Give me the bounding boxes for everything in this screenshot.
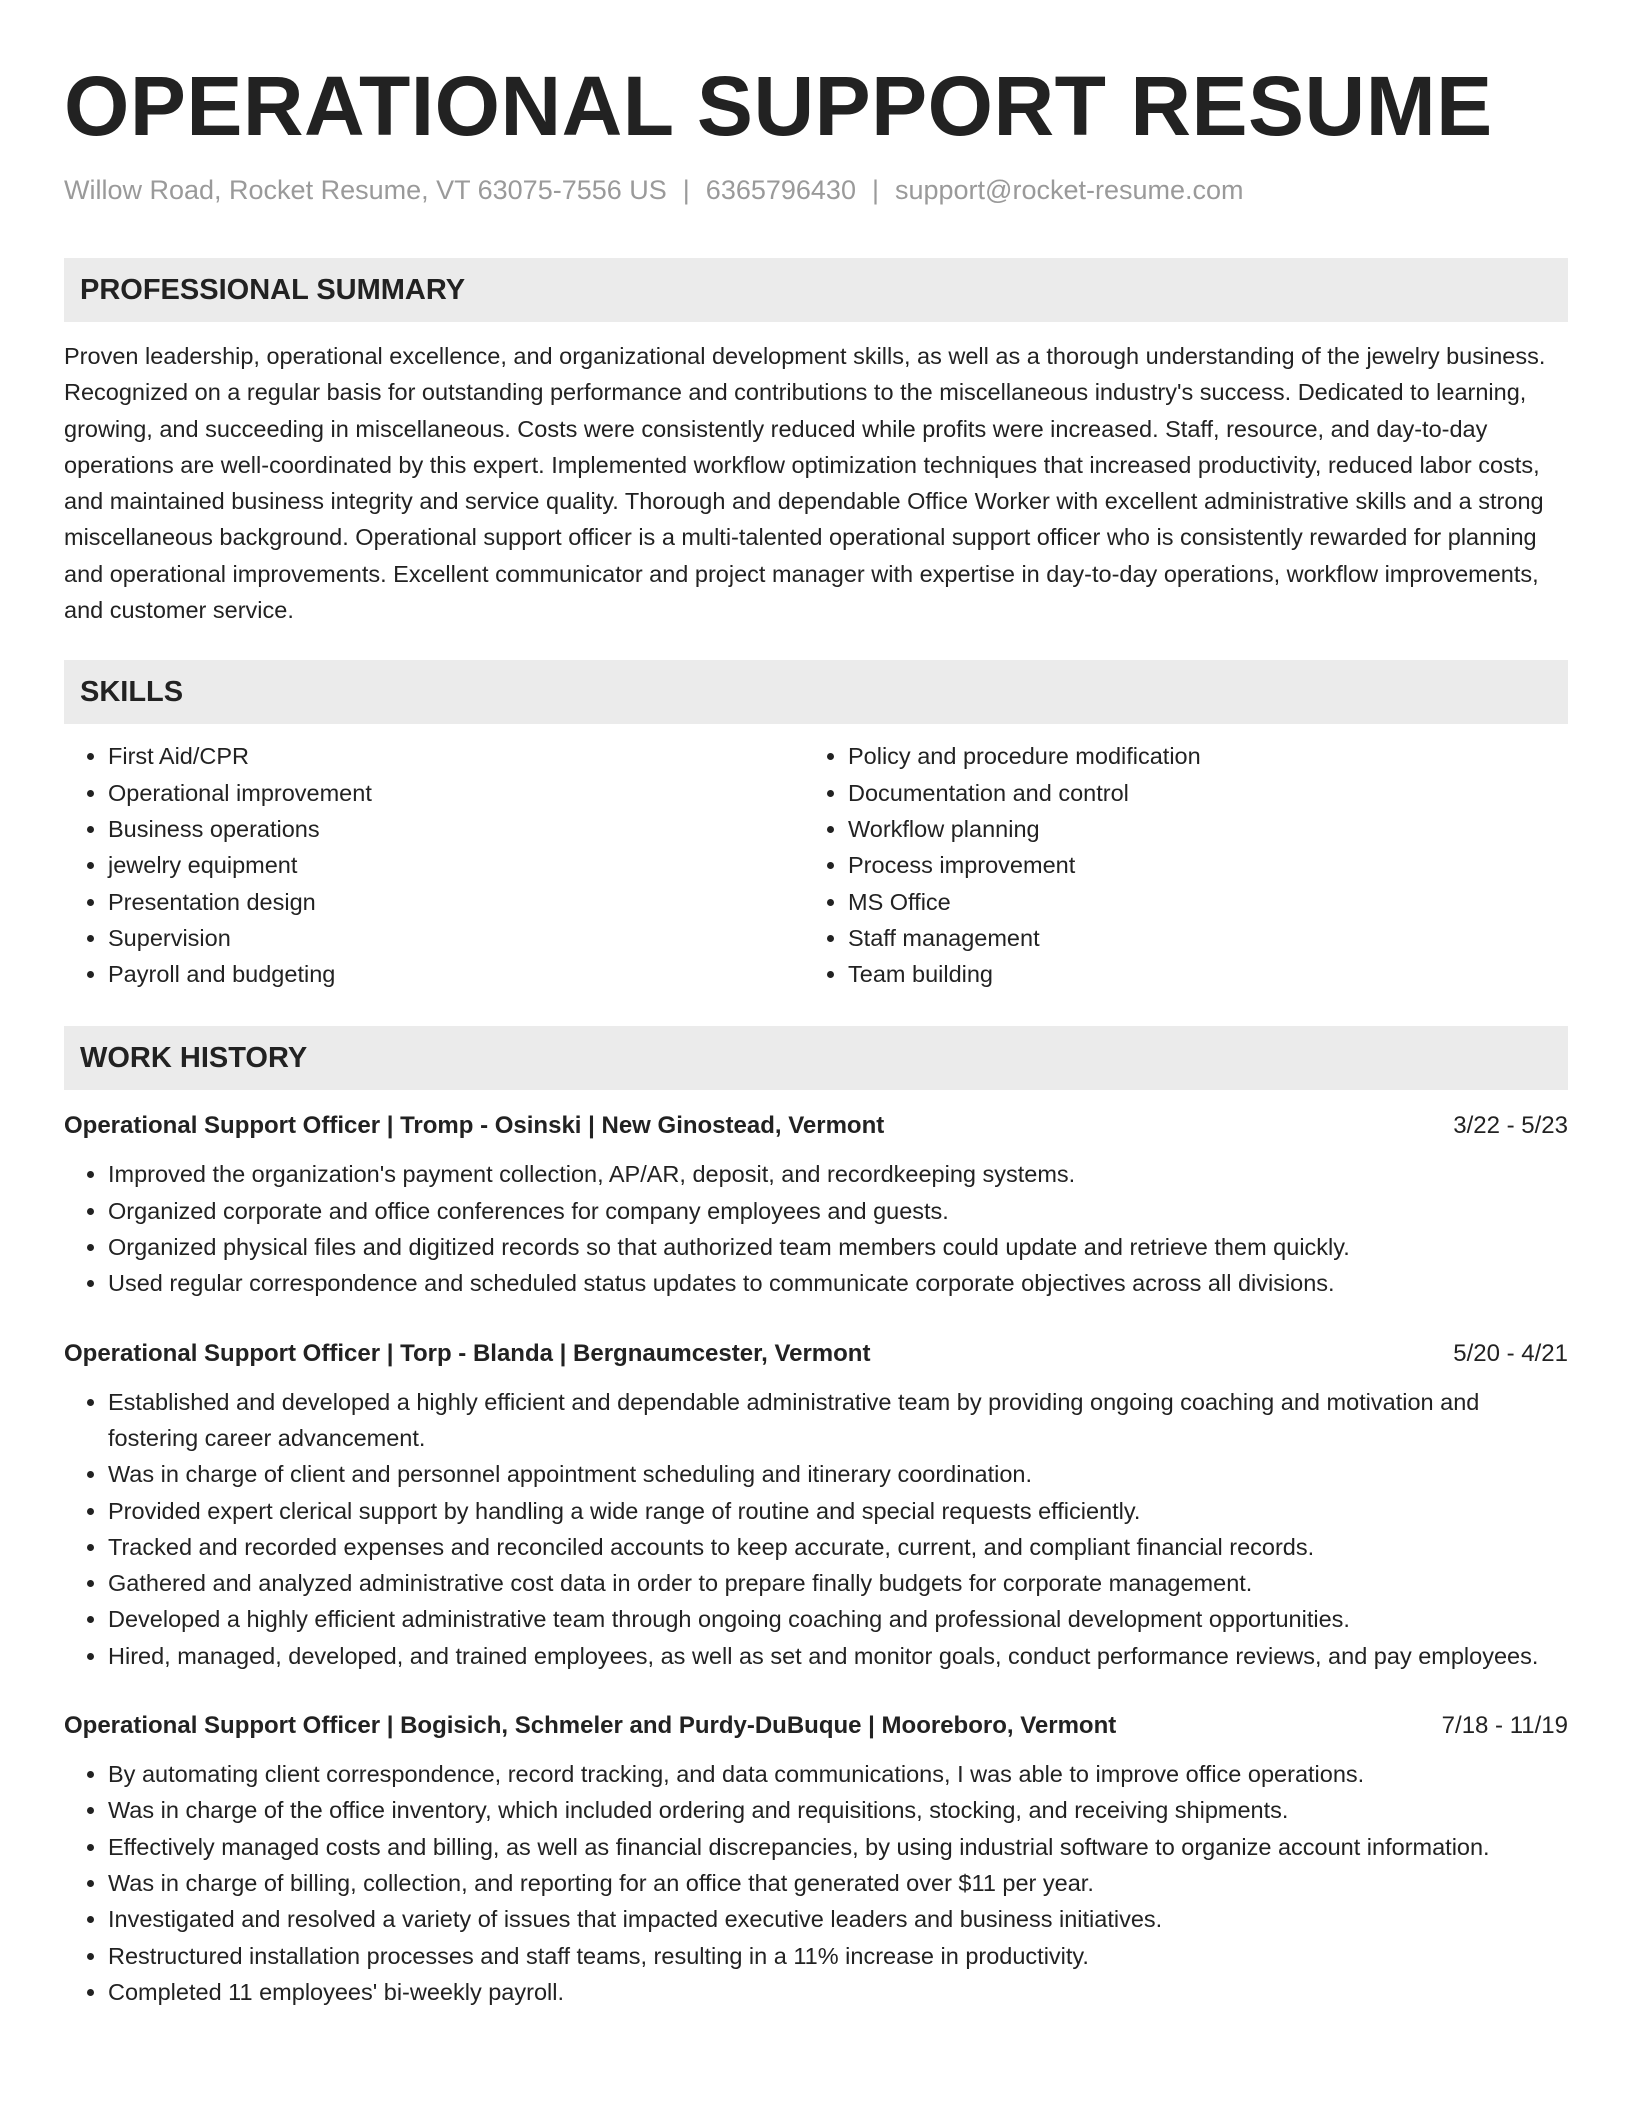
skills-list <box>64 738 1568 992</box>
job-dates: 7/18 - 11/19 <box>1441 1712 1568 1740</box>
skills-column-right <box>804 738 1564 992</box>
skill-item: • First Aid/CPR <box>108 738 804 774</box>
skills-heading: SKILLS <box>64 660 1568 724</box>
job-bullet: • Was in charge of the office inventory, which included ordering and requisitions, stocking, and receiving shipments. <box>108 1792 1568 1828</box>
skill-item: • MS Office <box>848 884 1564 920</box>
job-bullet: • Gathered and analyzed administrative cost data in order to prepare finally budgets for corporate management. <box>108 1565 1568 1601</box>
job-bullet: • Organized corporate and office conferences for company employees and guests. <box>108 1193 1568 1229</box>
job-bullet: • Hired, managed, developed, and trained employees, as well as set and monitor goals, conduct performance reviews, and pay employees. <box>108 1638 1568 1674</box>
skill-item: • Business operations <box>108 811 804 847</box>
contact-separator: | <box>871 175 879 205</box>
job-bullet: • Was in charge of client and personnel appointment scheduling and itinerary coordination. <box>108 1456 1568 1492</box>
job-bullet: • Organized physical files and digitized records so that authorized team members could update and retrieve them quickly. <box>108 1229 1568 1265</box>
job-bullet: • Used regular correspondence and scheduled status updates to communicate corporate objectives across all divisions. <box>108 1265 1568 1301</box>
skill-item: • Payroll and budgeting <box>108 956 804 992</box>
job-entry <box>64 1336 1568 1674</box>
job-bullet: • Developed a highly efficient administrative team through ongoing coaching and professional development opportunities. <box>108 1601 1568 1637</box>
job-entry <box>64 1108 1568 1301</box>
job-bullet: • Improved the organization's payment collection, AP/AR, deposit, and recordkeeping systems. <box>108 1156 1568 1192</box>
job-bullet: • Tracked and recorded expenses and reconciled accounts to keep accurate, current, and compliant financial records. <box>108 1529 1568 1565</box>
contact-line <box>64 172 1568 208</box>
resume-title: OPERATIONAL SUPPORT RESUME <box>64 59 1493 153</box>
skill-item: • Team building <box>848 956 1564 992</box>
job-dates: 3/22 - 5/23 <box>1453 1112 1568 1140</box>
contact-address: Willow Road, Rocket Resume, VT 63075-7556 US <box>64 175 667 205</box>
skill-item: • Documentation and control <box>848 775 1564 811</box>
job-title: Operational Support Officer | Torp - Blanda | Bergnaumcester, Vermont <box>64 1339 871 1367</box>
skills-column-left <box>64 738 804 992</box>
job-bullet: • Restructured installation processes and staff teams, resulting in a 11% increase in productivity. <box>108 1938 1568 1974</box>
skill-item: • Policy and procedure modification <box>848 738 1564 774</box>
job-bullet: • By automating client correspondence, record tracking, and data communications, I was able to improve office operations. <box>108 1756 1568 1792</box>
summary-heading: PROFESSIONAL SUMMARY <box>64 258 1568 322</box>
skill-item: • Process improvement <box>848 847 1564 883</box>
summary-text: Proven leadership, operational excellence, and organizational development skills, as well as a thorough understanding of the jewelry business. Recognized on a regular basis for outstanding performance and contributions to the miscellaneous industry's success. Dedicated to learning, growing, and succeeding in miscellaneous. Costs were consistently reduced while profits were increased. Staff, resource, and day-to-day operations are well-coordinated by this expert. Implemented workflow optimization techniques that increased productivity, reduced labor costs, and maintained business integrity and service quality. Thorough and dependable Office Worker with excellent administrative skills and a strong miscellaneous background. Operational support officer is a multi-talented operational support officer who is consistently rewarded for planning and operational improvements. Excellent communicator and project manager with expertise in day-to-day operations, workflow improvements, and customer service. <box>64 343 1546 624</box>
job-bullet: • Investigated and resolved a variety of issues that impacted executive leaders and business initiatives. <box>108 1901 1568 1937</box>
job-bullet: • Established and developed a highly efficient and dependable administrative team by providing ongoing coaching and motivation and fostering career advancement. <box>108 1384 1568 1457</box>
job-bullets <box>64 1384 1568 1674</box>
contact-phone: 6365796430 <box>705 175 856 205</box>
skill-item: • jewelry equipment <box>108 847 804 883</box>
skill-item: • Workflow planning <box>848 811 1564 847</box>
job-header <box>64 1336 1568 1372</box>
job-bullet: • Was in charge of billing, collection, and reporting for an office that generated over $11 per year. <box>108 1865 1568 1901</box>
job-bullets <box>64 1156 1568 1301</box>
skill-item: • Supervision <box>108 920 804 956</box>
contact-email: support@rocket-resume.com <box>894 175 1244 205</box>
job-header <box>64 1108 1568 1144</box>
job-bullets <box>64 1756 1568 2010</box>
contact-separator: | <box>682 175 690 205</box>
job-title: Operational Support Officer | Tromp - Osinski | New Ginostead, Vermont <box>64 1112 885 1140</box>
skill-item: • Staff management <box>848 920 1564 956</box>
job-bullet: • Completed 11 employees' bi-weekly payroll. <box>108 1974 1568 2010</box>
job-bullet: • Provided expert clerical support by handling a wide range of routine and special requests efficiently. <box>108 1493 1568 1529</box>
job-entry <box>64 1708 1568 2010</box>
job-bullet: • Effectively managed costs and billing, as well as financial discrepancies, by using industrial software to organize account information. <box>108 1829 1568 1865</box>
job-header <box>64 1708 1568 1744</box>
skill-item: • Presentation design <box>108 884 804 920</box>
skill-item: • Operational improvement <box>108 775 804 811</box>
job-dates: 5/20 - 4/21 <box>1453 1339 1568 1367</box>
work-history-heading: WORK HISTORY <box>64 1026 1568 1090</box>
job-title: Operational Support Officer | Bogisich, Schmeler and Purdy-DuBuque | Mooreboro, Vermont <box>64 1712 1117 1740</box>
